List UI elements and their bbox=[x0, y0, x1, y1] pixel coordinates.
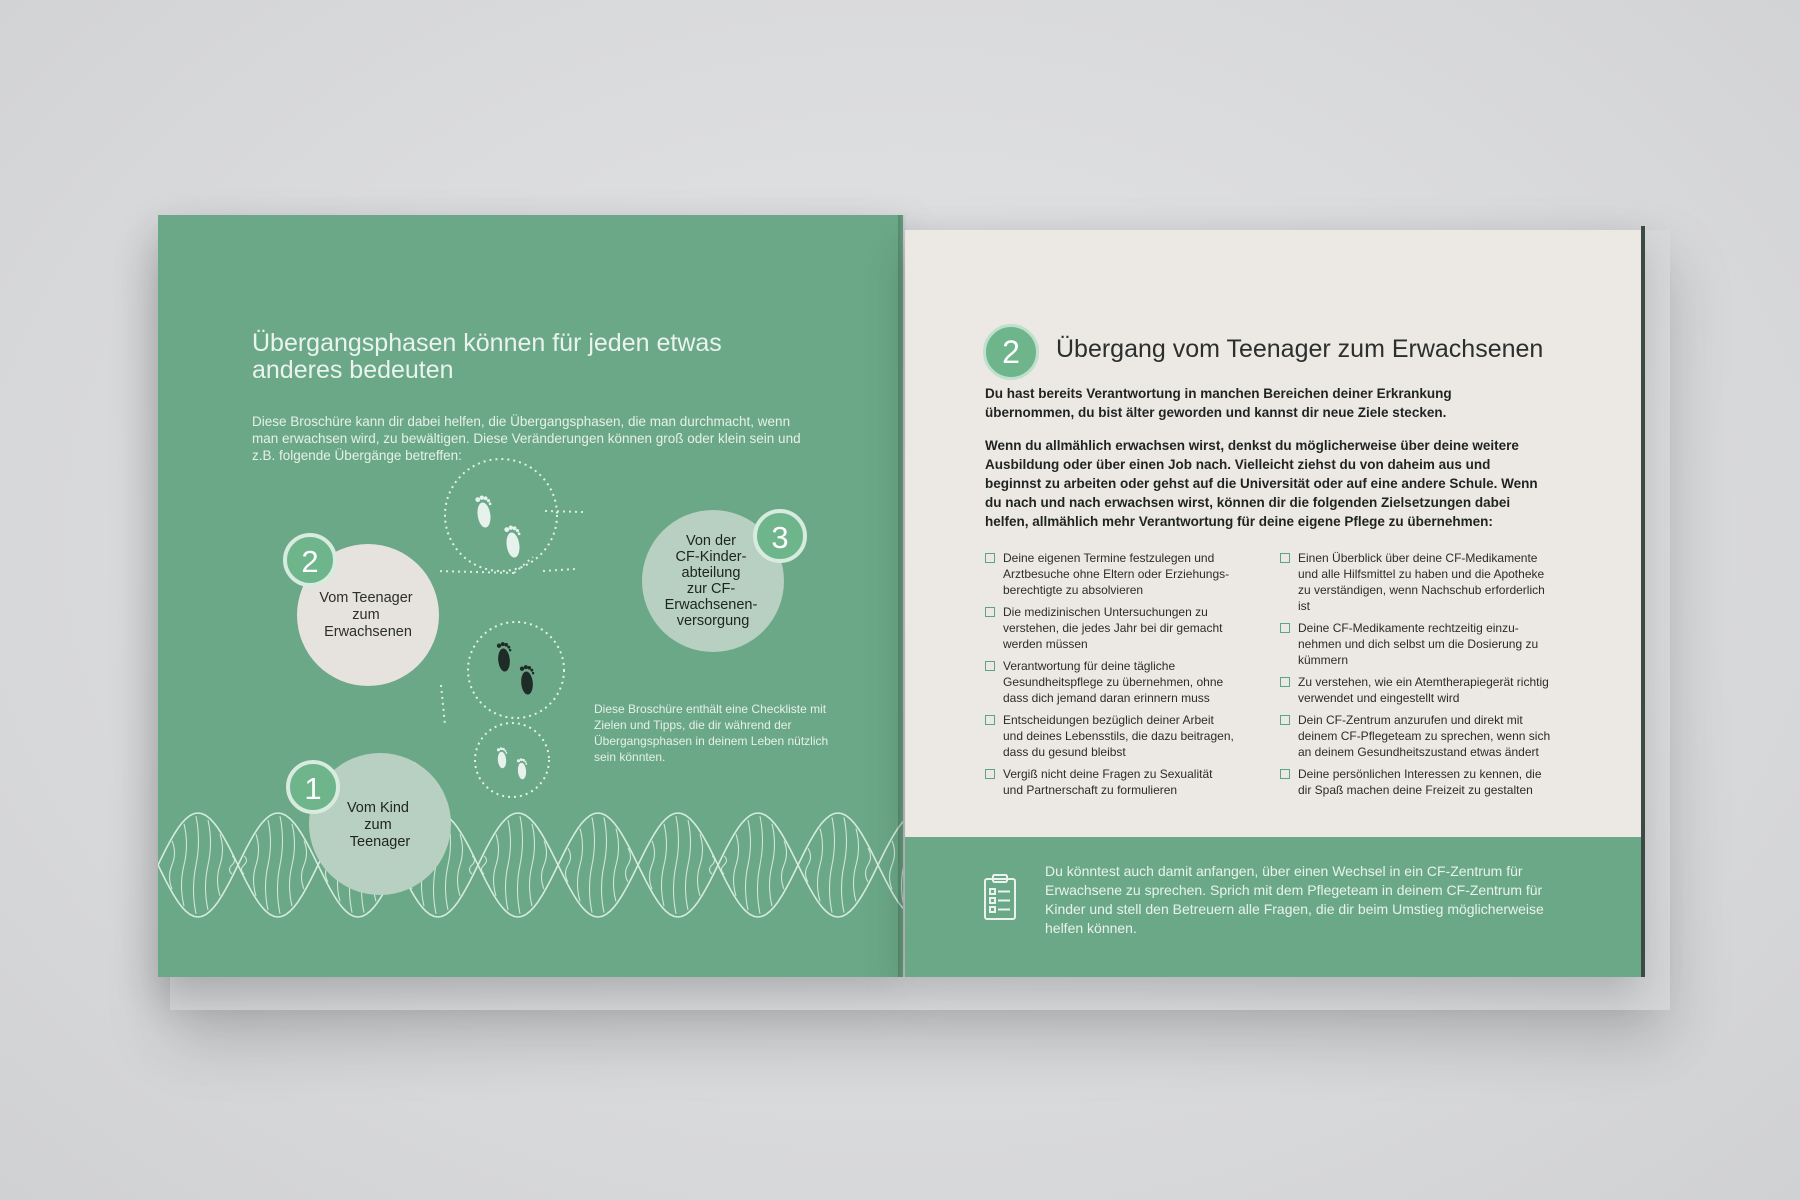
phase-label: abteilung bbox=[681, 565, 741, 581]
phase-label: versorgung bbox=[676, 613, 750, 629]
phase-label: Erwachsenen bbox=[324, 624, 412, 640]
dna-rung bbox=[194, 816, 199, 914]
dna-rung bbox=[614, 829, 619, 902]
dna-rung bbox=[650, 841, 655, 889]
checklist-item: Deine persönlichen Interessen zu kennen, die dir Spaß machen deine Freizeit zu gestalten bbox=[1280, 766, 1555, 798]
checkbox[interactable] bbox=[985, 661, 995, 671]
dna-rung bbox=[890, 841, 895, 889]
svg-text:2: 2 bbox=[301, 544, 319, 579]
dna-rung bbox=[626, 848, 631, 882]
dna-rung bbox=[698, 834, 703, 896]
checklist-item: Die medizinischen Untersuchungen zu verstehen, die jedes Jahr bei dir gemacht werden müssen bbox=[985, 604, 1235, 652]
dna-rung bbox=[518, 816, 523, 914]
phase-badge-1 bbox=[288, 762, 338, 812]
phase-label: zum bbox=[352, 607, 380, 623]
checkbox[interactable] bbox=[1280, 677, 1290, 687]
checklist-item: Deine eigenen Termine festzulegen und Arztbesuche ohne Eltern oder Erziehungs-berechtigte zu absolvieren bbox=[985, 550, 1235, 598]
dna-rung bbox=[206, 820, 211, 910]
checklist-right bbox=[1280, 550, 1555, 804]
phase-label: Von der bbox=[685, 533, 736, 549]
checklist-item: Zu verstehen, wie ein Atemtherapiegerät richtig verwendet und eingestellt wird bbox=[1280, 674, 1555, 706]
checkbox[interactable] bbox=[985, 553, 995, 563]
phase-label: zum bbox=[364, 817, 392, 833]
dna-rung bbox=[458, 834, 463, 896]
dna-rung bbox=[770, 824, 775, 907]
footprints-icon bbox=[497, 747, 529, 780]
checkbox[interactable] bbox=[1280, 769, 1290, 779]
dna-helix bbox=[158, 813, 903, 917]
phase-label: Teenager bbox=[349, 834, 411, 850]
checklist-item: Deine CF-Medikamente rechtzeitig einzu-nehmen und dich selbst um die Dosierung zu kümmern bbox=[1280, 620, 1555, 668]
checkbox[interactable] bbox=[985, 715, 995, 725]
checkbox[interactable] bbox=[1280, 715, 1290, 725]
dna-rung bbox=[506, 820, 511, 910]
checklist-item: Einen Überblick über deine CF-Medikamente und alle Hilfsmittel zu haben und die Apotheke zu verständigen, wenn Nachschub erforderlich ist bbox=[1280, 550, 1555, 614]
dna-rung bbox=[566, 848, 571, 882]
dna-rung bbox=[866, 848, 871, 882]
phase-label: zur CF- bbox=[686, 581, 736, 597]
left-page-title: Übergangsphasen können für jeden etwas anderes bedeuten bbox=[252, 329, 722, 384]
body-paragraph: Wenn du allmählich erwachsen wirst, denkst du möglicherweise über deine weitere Ausbildung oder über einen Job nach. Vielleicht ziehst du von daheim aus und beginnst zu arbeiten oder gehst auf die Universität oder auf eine andere Schule. Wenn du nach und nach erwachsen wirst, können dir die folgenden Zielsetzungen dabei helfen, allmählich mehr Verantwortung für deine eigene Pflege zu übernehmen: bbox=[985, 438, 1538, 529]
phase-badge-3 bbox=[755, 511, 805, 561]
phase-label: Erwachsenen- bbox=[664, 597, 758, 613]
checklist-note: Diese Broschüre enthält eine Checkliste mit Zielen und Tipps, die dir während der Übergangsphasen in deinem Leben nützlich sein könnten. bbox=[594, 702, 829, 764]
clipboard-checklist-icon bbox=[983, 873, 1017, 921]
dna-rung bbox=[782, 841, 787, 889]
svg-text:3: 3 bbox=[771, 520, 789, 555]
dna-rung bbox=[578, 829, 583, 902]
left-page-intro: Diese Broschüre kann dir dabei helfen, die Übergangsphasen, die man durchmacht, wenn man erwachsen wird, zu bewältigen. Diese Veränderungen können groß oder klein sein und z.B. folgende Übergänge betreffen: bbox=[252, 414, 801, 463]
dna-rung bbox=[266, 820, 271, 910]
page-edge bbox=[1641, 226, 1645, 977]
dna-rung bbox=[710, 856, 715, 874]
checkbox[interactable] bbox=[1280, 553, 1290, 563]
dna-rung bbox=[170, 841, 175, 889]
dna-rung bbox=[482, 856, 487, 874]
phase-label: CF-Kinder- bbox=[675, 549, 747, 565]
checklist-item: Verantwortung für deine tägliche Gesundheitspflege zu übernehmen, ohne dass dich jemand daran erinnern muss bbox=[985, 658, 1235, 706]
dna-rung bbox=[746, 820, 751, 910]
dna-rung bbox=[686, 820, 691, 910]
footprints-icon bbox=[475, 494, 524, 558]
dna-rung bbox=[734, 834, 739, 896]
section-title: Übergang vom Teenager zum Erwachsenen bbox=[1056, 335, 1544, 363]
dna-rung bbox=[830, 817, 835, 912]
checklist-item: Vergiß nicht deine Fragen zu Sexualität und Partnerschaft zu formulieren bbox=[985, 766, 1235, 798]
dna-rung bbox=[842, 817, 847, 912]
footprint-ring-bottom bbox=[475, 723, 549, 797]
dna-rung bbox=[662, 824, 667, 907]
dna-rung bbox=[674, 816, 679, 914]
phase-label: Vom Teenager bbox=[319, 590, 413, 606]
dna-rung bbox=[278, 816, 283, 914]
checklist-item: Entscheidungen bezüglich deiner Arbeit und deines Lebensstils, die dazu beitragen, dass du gesund bleibst bbox=[985, 712, 1235, 760]
dna-rung bbox=[854, 829, 859, 902]
checkbox[interactable] bbox=[1280, 623, 1290, 633]
dna-rung bbox=[470, 856, 475, 874]
dna-rung bbox=[806, 848, 811, 882]
dna-rung bbox=[230, 856, 235, 874]
dna-rung bbox=[530, 824, 535, 907]
dna-rung bbox=[722, 856, 727, 874]
phase-badge-2 bbox=[285, 535, 335, 585]
dna-rung bbox=[182, 824, 187, 907]
checkbox[interactable] bbox=[985, 607, 995, 617]
dna-rung bbox=[758, 816, 763, 914]
phase-label: Vom Kind bbox=[346, 800, 410, 816]
section-number-badge: 2 bbox=[983, 324, 1039, 380]
footprints-icon bbox=[497, 641, 537, 695]
checkbox[interactable] bbox=[985, 769, 995, 779]
svg-text:1: 1 bbox=[304, 771, 322, 806]
footprint-ring-middle bbox=[468, 622, 564, 718]
dna-rung bbox=[590, 817, 595, 912]
dna-rung bbox=[602, 817, 607, 912]
dna-rung bbox=[242, 856, 247, 874]
dna-rung bbox=[494, 834, 499, 896]
dna-rung bbox=[290, 824, 295, 907]
checklist-left bbox=[985, 550, 1235, 804]
checklist-item: Dein CF-Zentrum anzurufen und direkt mit deinem CF-Pflegeteam zu sprechen, wenn sich an deinem Gesundheitszustand etwas ändert bbox=[1280, 712, 1555, 760]
dna-rung bbox=[218, 834, 223, 896]
footprint-ring-top bbox=[445, 459, 557, 571]
intro-paragraph: Du hast bereits Verantwortung in manchen Bereichen deiner Erkrankung übernommen, du bist älter geworden und kannst dir neue Ziele stecken. bbox=[985, 386, 1452, 420]
info-band-text: Du könntest auch damit anfangen, über einen Wechsel in ein CF-Zentrum für Erwachsene zu sprechen. Sprich mit dem Pflegeteam in deinem CF-Zentrum für Kinder und stell den Betreuern alle Fragen, die dir beim Umstieg möglicherweise helfen können. bbox=[1045, 863, 1544, 936]
dna-rung bbox=[302, 841, 307, 889]
dna-rung bbox=[542, 841, 547, 889]
dna-rung bbox=[818, 829, 823, 902]
dna-rung bbox=[254, 834, 259, 896]
